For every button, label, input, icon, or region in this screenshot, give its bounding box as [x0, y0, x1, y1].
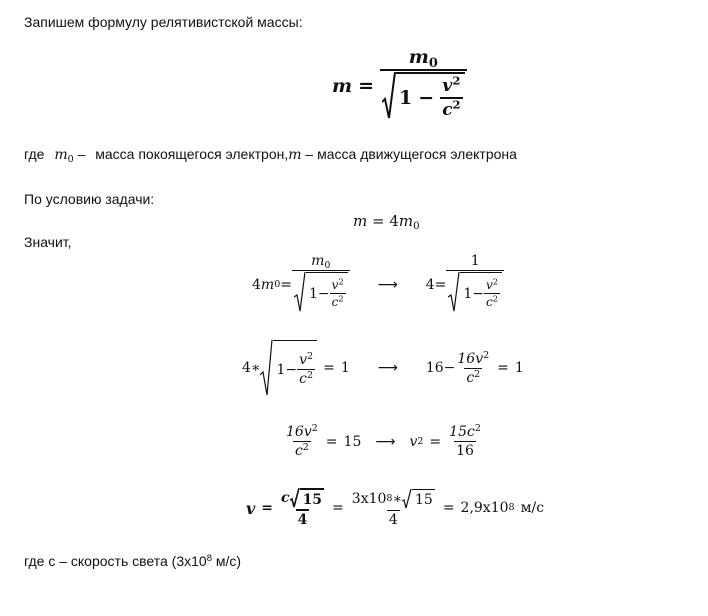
- formula-num-m: m: [408, 46, 429, 68]
- cond-eq: =: [372, 212, 385, 230]
- eq2-four: 4: [242, 360, 251, 376]
- eq2-16v: 16v: [457, 350, 484, 367]
- eq1-frac-m: m: [311, 253, 325, 269]
- definitions-m0-sub: 0: [67, 153, 74, 165]
- eq2-rhs: 1: [340, 360, 350, 376]
- definitions-text2: масса движущегося электрона: [317, 146, 517, 162]
- eq1-one: 1: [309, 285, 318, 302]
- equation-3: $\frac{16v^2}{c^2}$ = 15 ⟶ v 2 = $\frac{15c^2}{16}$: [286, 422, 481, 459]
- formula-fraction: [380, 46, 467, 125]
- eq4-den: 4: [296, 509, 310, 528]
- eq2-c2: c: [466, 369, 475, 386]
- eq1-v-pow: 2: [338, 276, 344, 287]
- eq1-c-b: c: [486, 295, 493, 309]
- definitions-line: [24, 146, 517, 163]
- eq1-eq2: =: [434, 276, 447, 293]
- eq2-minus: −: [285, 361, 298, 378]
- eq2-rhs2: 1: [514, 360, 524, 376]
- therefore-label: Значит,: [24, 234, 72, 250]
- eq1-minus: −: [317, 285, 330, 302]
- footer-text: где с – скорость света (3x10: [24, 553, 207, 569]
- eq4-c: c: [281, 490, 290, 506]
- definitions-dash1: –: [77, 146, 86, 162]
- equation-4: v = c 15 4 = 3x10 8 ∗ 15 4 = 2,9x10 8 м/с: [246, 490, 545, 528]
- formula-c-pow: 2: [452, 97, 461, 112]
- eq3-v: v: [409, 433, 418, 450]
- equation-2: [242, 340, 524, 396]
- footer-exp: 8: [206, 552, 212, 564]
- formula-num-sub: 0: [428, 55, 438, 71]
- footer-unit: м/с): [211, 553, 242, 569]
- cond-coef: 4: [389, 212, 399, 230]
- definitions-m: m: [288, 147, 302, 163]
- eq1-frac-sub: 0: [324, 259, 331, 271]
- eq4-den2: 4: [388, 511, 398, 528]
- eq4-v: v: [246, 498, 256, 518]
- eq2-one: 1: [276, 361, 286, 378]
- eq1-c-pow: 2: [338, 293, 344, 304]
- eq2-v-pow: 2: [307, 350, 314, 362]
- eq3-frac-den: 16: [456, 443, 474, 459]
- eq1-coef: 4: [252, 276, 261, 293]
- eq2-16v-pow: 2: [483, 349, 490, 361]
- formula-one: 1: [399, 87, 413, 109]
- eq2-sixteen: 16: [425, 360, 444, 376]
- eq1-arrow: ⟶: [377, 276, 398, 293]
- eq2-eq2: =: [497, 360, 509, 376]
- eq1-c-pow-b: 2: [492, 293, 498, 304]
- formula-eq: =: [358, 74, 375, 97]
- eq4-star: ∗: [392, 490, 402, 507]
- eq2-c-pow: 2: [306, 369, 314, 381]
- eq4-eq2: =: [332, 500, 344, 516]
- eq1-minus-b: −: [472, 285, 485, 302]
- eq1-v: v: [331, 278, 339, 292]
- eq1-v-b: v: [486, 278, 493, 292]
- formula-m: m: [332, 74, 353, 97]
- eq1-one-b: 1: [463, 285, 473, 302]
- relativistic-mass-formula: [332, 46, 467, 125]
- definitions-m0: m: [54, 147, 68, 163]
- cond-m0: m: [398, 212, 414, 230]
- definitions-text1: масса покоящегося электрон,: [95, 146, 289, 162]
- eq4-eq: =: [261, 500, 274, 516]
- cond-m: m: [353, 212, 368, 230]
- eq3-arrow: ⟶: [375, 433, 396, 450]
- intro-text: Запишем формулу релятивистской массы:: [24, 14, 303, 30]
- eq3-num: 16v: [286, 424, 312, 440]
- eq2-c2-pow: 2: [474, 368, 481, 380]
- formula-v: v: [442, 76, 453, 96]
- condition-label: По условию задачи:: [24, 191, 155, 207]
- eq4-result: 2,9x10: [460, 500, 509, 516]
- eq3-eq2: =: [429, 433, 442, 450]
- eq3-eq: =: [325, 433, 338, 450]
- eq3-den: c: [294, 443, 303, 459]
- eq4-num2: 3x10: [351, 490, 387, 507]
- formula-minus: −: [418, 87, 435, 109]
- eq4-root2: 15: [412, 489, 435, 509]
- eq2-c: c: [299, 371, 307, 387]
- eq3-rhs: 15: [343, 433, 362, 450]
- eq4-eq3: =: [442, 500, 455, 516]
- eq2-minus2: −: [443, 360, 456, 376]
- formula-c: c: [442, 100, 453, 120]
- eq1-frac-one: 1: [470, 253, 480, 269]
- eq1-v-pow-b: 2: [492, 276, 499, 287]
- formula-v-pow: 2: [452, 73, 461, 88]
- eq3-frac-num-pow: 2: [474, 422, 481, 434]
- eq1-four: 4: [425, 276, 435, 293]
- eq1-c: c: [331, 295, 339, 309]
- cond-m0-sub: 0: [413, 221, 420, 233]
- definitions-prefix: где: [24, 146, 45, 162]
- eq4-unit: м/с: [520, 500, 545, 516]
- eq1-eq: =: [280, 276, 292, 293]
- eq2-star: ∗: [250, 360, 261, 376]
- condition-equation: [353, 212, 420, 233]
- equation-1: 4 m 0 = $m_0$ 1 − $\frac{v^2}{c^2}$ ⟶ 4 = 1 1 − $\frac{v^2}{c^2}$: [252, 253, 504, 316]
- eq1-m: m: [260, 276, 275, 293]
- eq4-root: 15: [300, 488, 324, 508]
- footer-note: [24, 553, 241, 569]
- eq3-frac-num: 15c: [449, 424, 475, 440]
- definitions-dash2: –: [305, 146, 314, 162]
- eq2-arrow: ⟶: [377, 360, 398, 376]
- eq3-num-pow: 2: [311, 422, 318, 434]
- eq2-eq: =: [323, 360, 335, 376]
- eq2-v: v: [299, 352, 308, 368]
- formula-sqrt: [382, 72, 465, 120]
- eq3-den-pow: 2: [302, 441, 309, 453]
